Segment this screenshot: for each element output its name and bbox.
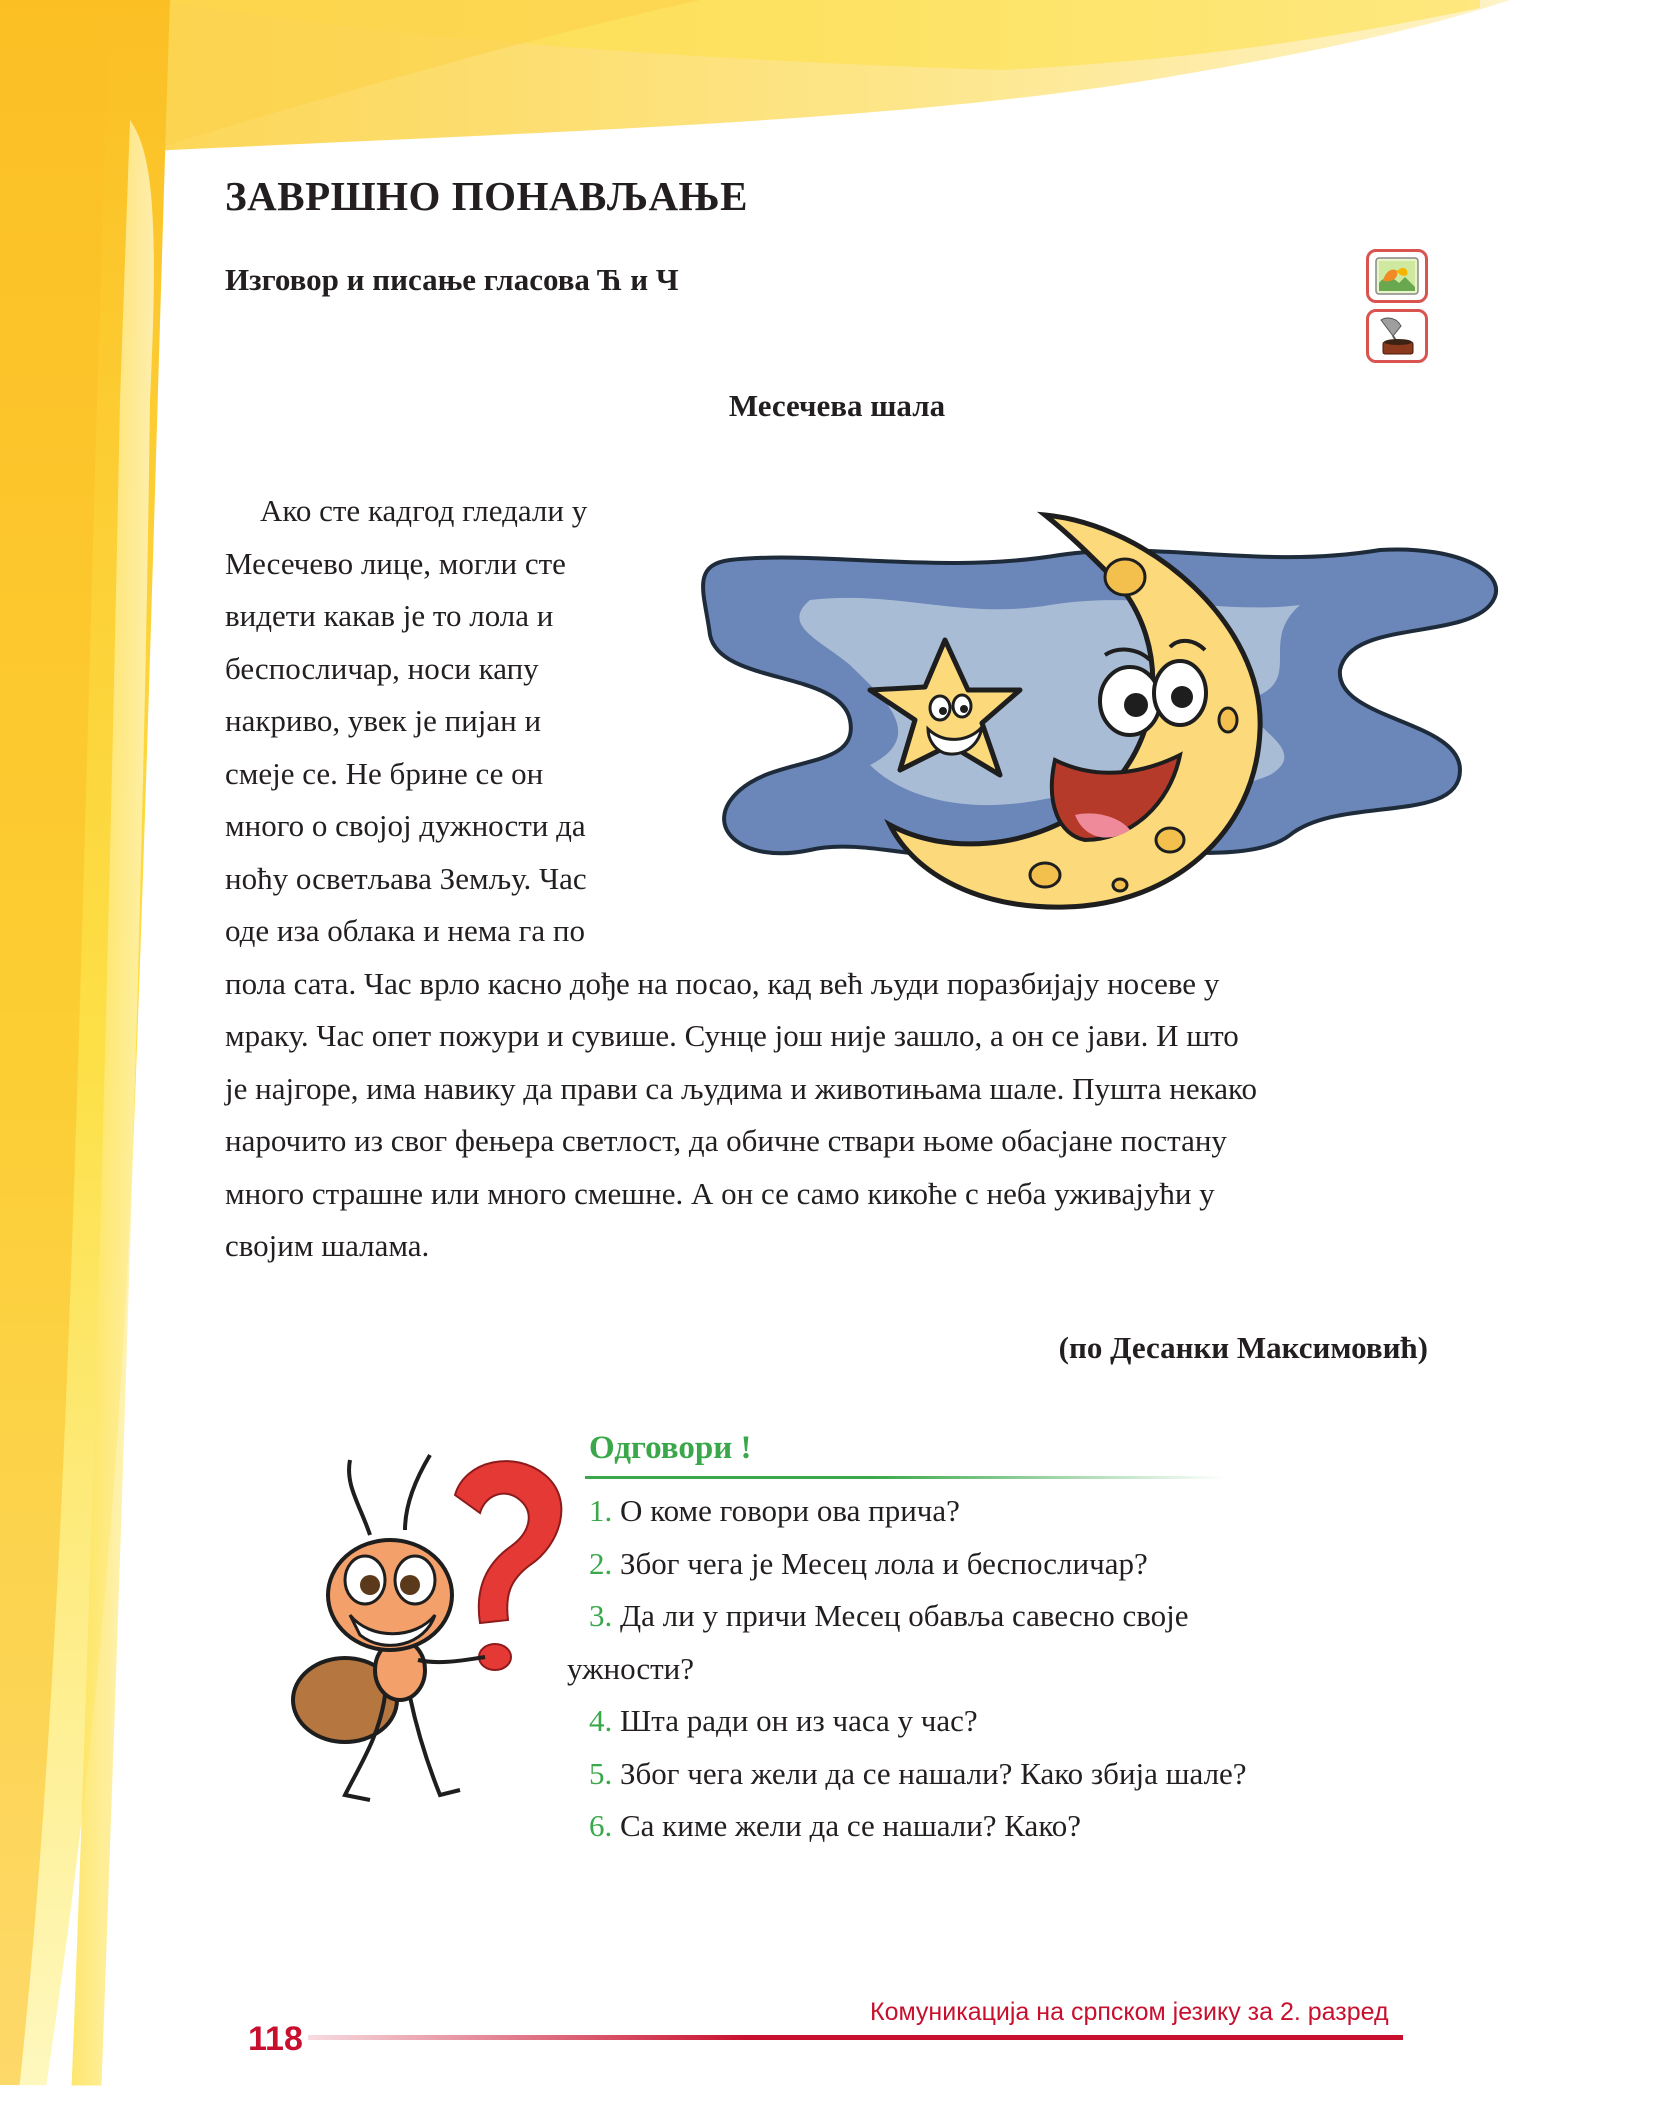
page-number: 118	[248, 2020, 303, 2058]
image-button[interactable]	[1366, 249, 1428, 303]
question-item	[589, 1748, 1449, 1801]
story-line: накриво, увек је пијан и	[225, 703, 542, 738]
story-line: много о својој дужности да	[225, 808, 586, 843]
story-line: је најгоре, има навику да прави са људима и животињама шале. Пушта некако	[225, 1070, 1257, 1106]
question-text: ужности?	[567, 1650, 695, 1686]
story-line: Месечево лице, могли сте	[225, 545, 566, 581]
question-number: 5.	[589, 1755, 613, 1791]
question-text: Да ли у причи Месец обавља савесно своје	[612, 1598, 1189, 1633]
question-number: 2.	[589, 1545, 613, 1581]
media-icons	[1366, 249, 1434, 369]
question-text: О коме говори ова прича?	[612, 1493, 960, 1528]
book-title-footer: Комуникација на српском језику за 2. разред	[870, 1998, 1389, 2026]
question-item-continuation	[567, 1643, 1449, 1696]
smiling-moon-and-star-illustration	[700, 505, 1515, 915]
question-item	[589, 1538, 1449, 1591]
question-item	[589, 1695, 1449, 1748]
story-line: својим шалама.	[225, 1228, 430, 1263]
question-number: 1.	[589, 1493, 613, 1528]
question-text: Због чега је Месец лола и беспосличар?	[612, 1545, 1148, 1581]
story-line: беспосличар, носи капу	[225, 650, 539, 686]
question-text: Шта ради он из часа у час?	[612, 1703, 978, 1738]
lesson-subtitle: Изговор и писање гласова Ћ и Ч	[225, 262, 679, 297]
question-text: Због чега жели да се нашали? Како збија шале?	[612, 1755, 1247, 1791]
ant-with-question-mark-illustration	[290, 1435, 580, 1815]
image-icon	[1375, 257, 1419, 295]
question-item	[589, 1485, 1449, 1538]
story-line: видети какав је то лола и	[225, 598, 554, 633]
question-item	[589, 1590, 1449, 1643]
questions-underline	[585, 1476, 1225, 1479]
page-title: ЗАВРШНО ПОНАВЉАЊЕ	[225, 173, 748, 219]
question-number: 4.	[589, 1703, 613, 1738]
story-line: оде иза облака и нема га по	[225, 913, 585, 948]
story-line: мраку. Час опет пожури и сувише. Сунце још није зашло, а он се јави. И што	[225, 1018, 1239, 1053]
story-title: Месечева шала	[728, 388, 946, 423]
questions-list	[567, 1485, 1449, 1853]
question-number: 6.	[589, 1808, 613, 1843]
story-line: пола сата. Час врло касно дође на посао, кад већ људи поразбијају носеве у	[225, 965, 1220, 1001]
gramophone-audio-icon	[1375, 314, 1419, 358]
question-item	[589, 1800, 1449, 1853]
footer-divider	[308, 2035, 1403, 2040]
story-line: смеје се. Не брине се он	[225, 755, 544, 791]
story-line: нарочито из свог фењера светлост, да обичне ствари њоме обасјане постану	[225, 1123, 1227, 1158]
story-line: много страшне или много смешне. А он се само кикоће с неба уживајући у	[225, 1175, 1215, 1211]
question-text: Са киме жели да се нашали? Како?	[612, 1808, 1082, 1843]
question-number: 3.	[589, 1598, 613, 1633]
questions-title: Одговори !	[589, 1430, 752, 1466]
story-line: Ако сте кадгод гледали у	[260, 493, 588, 528]
audio-button[interactable]	[1366, 309, 1428, 363]
story-author: (по Десанки Максимовић)	[1058, 1330, 1428, 1365]
story-line: ноћу осветљава Земљу. Час	[225, 860, 587, 896]
